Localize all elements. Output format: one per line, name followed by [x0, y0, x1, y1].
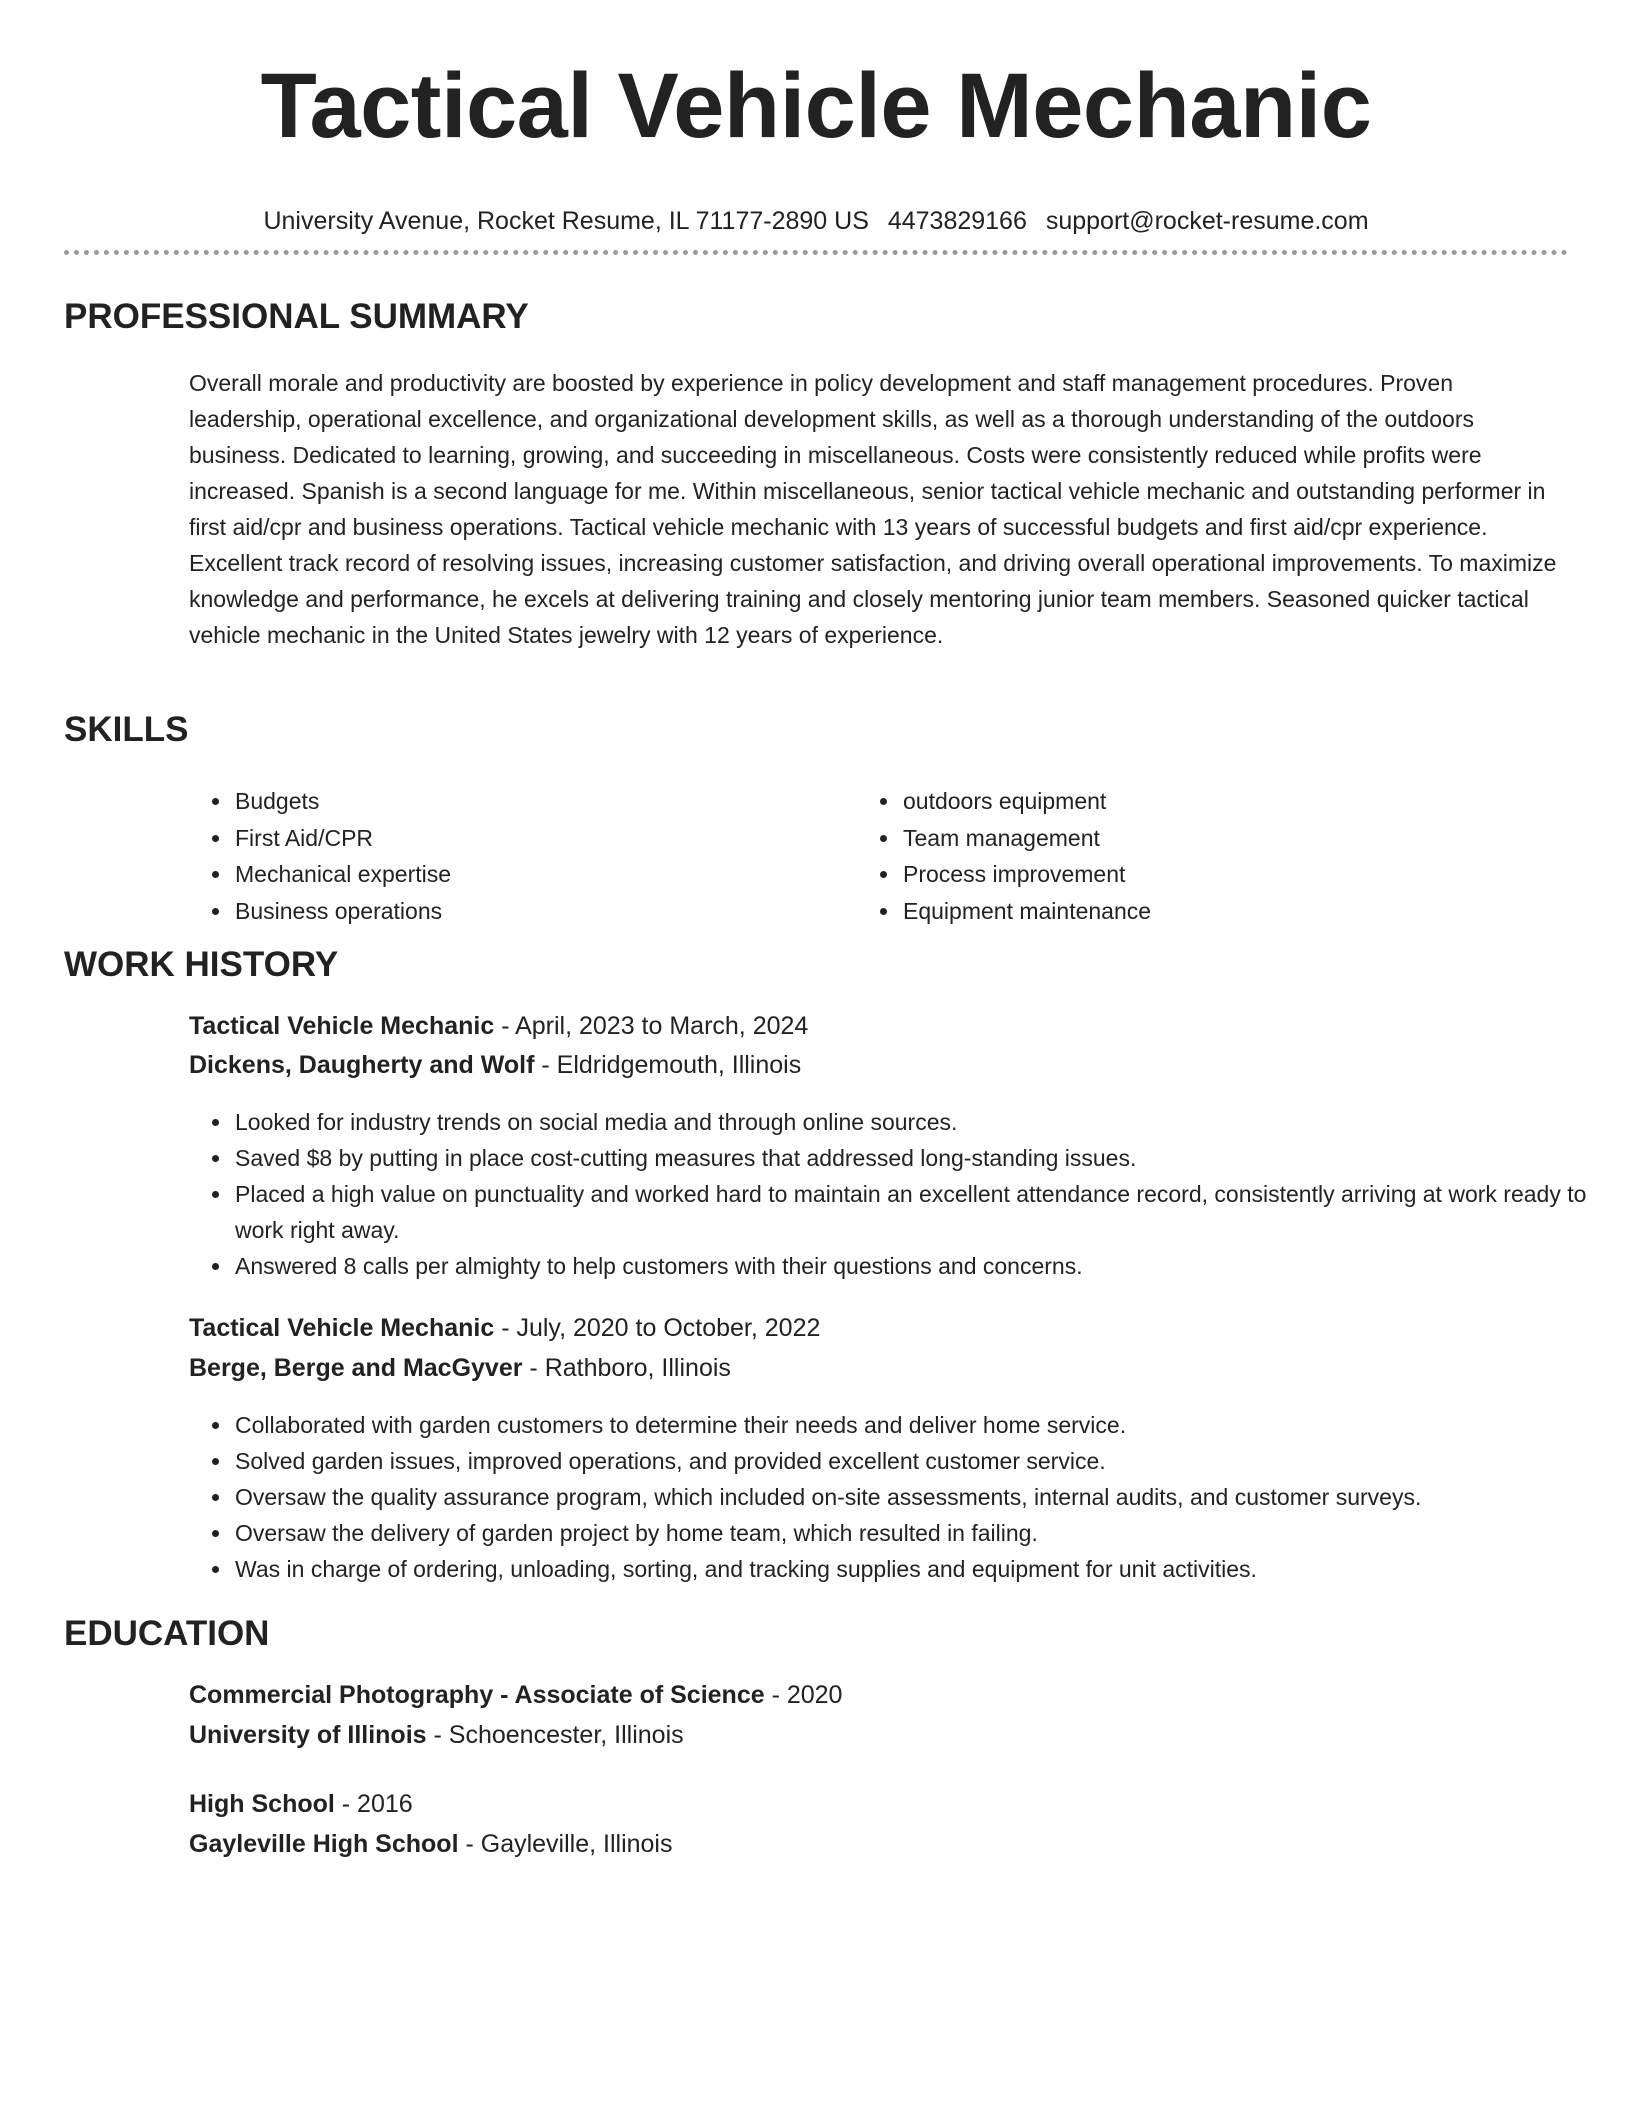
skill-item: • Process improvement: [901, 856, 1521, 893]
summary-heading: PROFESSIONAL SUMMARY: [64, 297, 529, 336]
skills-list-right: [857, 783, 1521, 929]
skill-item: • First Aid/CPR: [233, 820, 853, 857]
header-divider: [64, 250, 1568, 255]
skill-item: • Budgets: [233, 783, 853, 820]
skill-item: • Mechanical expertise: [233, 856, 853, 893]
summary-text: Overall morale and productivity are boosted by experience in policy development and staff management procedures. Proven leadership, operational excellence, and organizational development skills, as well as a thorough understanding of the outdoors business. Dedicated to learning, growing, and succeeding in miscellaneous. Costs were consistently reduced while profits were increased. Spanish is a second language for me. Within miscellaneous, senior tactical vehicle mechanic and outstanding performer in first aid/cpr and business operations. Tactical vehicle mechanic with 13 years of successful budgets and first aid/cpr experience. Excellent track record of resolving issues, increasing customer satisfaction, and driving overall operational improvements. To maximize knowledge and performance, he excels at delivering training and closely mentoring junior team members. Seasoned quicker tactical vehicle mechanic in the United States jewelry with 12 years of experience.: [189, 370, 1557, 648]
school-name: University of Illinois: [189, 1721, 427, 1749]
degree-line: [189, 1786, 413, 1822]
job-bullet: • Placed a high value on punctuality and worked hard to maintain an excellent attendance record, consistently arriving at work ready to work right away.: [233, 1176, 1613, 1248]
job-bullet: • Looked for industry trends on social media and through online sources.: [233, 1104, 1613, 1140]
job-bullet: • Solved garden issues, improved operations, and provided excellent customer service.: [233, 1443, 1613, 1479]
work-history-heading: WORK HISTORY: [64, 945, 339, 984]
job-company-line: [189, 1350, 731, 1386]
school-line: [189, 1717, 684, 1753]
contact-email: support@rocket-resume.com: [1045, 207, 1369, 235]
degree-line: [189, 1677, 842, 1713]
job-bullet: • Was in charge of ordering, unloading, sorting, and tracking supplies and equipment for unit activities.: [233, 1551, 1613, 1587]
contact-address: University Avenue, Rocket Resume, IL 71177-2890 US: [263, 207, 869, 235]
job-title-line: [189, 1008, 808, 1044]
skill-item: • Team management: [901, 820, 1521, 857]
job-bullet: • Collaborated with garden customers to determine their needs and deliver home service.: [233, 1407, 1613, 1443]
skills-list-left: [189, 783, 853, 929]
skill-item: • Business operations: [233, 893, 853, 930]
job-title: Tactical Vehicle Mechanic: [189, 1314, 495, 1342]
job-company: Dickens, Daugherty and Wolf: [189, 1051, 535, 1079]
skill-item: • Equipment maintenance: [901, 893, 1521, 930]
education-heading: EDUCATION: [64, 1614, 270, 1653]
school-line: [189, 1826, 672, 1862]
degree-year: - 2016: [334, 1790, 413, 1818]
school-name: Gayleville High School: [189, 1830, 459, 1858]
candidate-name: Tactical Vehicle Mechanic: [260, 55, 1372, 157]
job-title: Tactical Vehicle Mechanic: [189, 1012, 495, 1040]
degree-name: Commercial Photography - Associate of Science: [189, 1681, 765, 1709]
degree-year: - 2020: [764, 1681, 843, 1709]
job-bullet: • Saved $8 by putting in place cost-cutting measures that addressed long-standing issues.: [233, 1140, 1613, 1176]
job-company-line: [189, 1047, 801, 1083]
job-bullet: • Oversaw the delivery of garden project by home team, which resulted in failing.: [233, 1515, 1613, 1551]
school-location: - Gayleville, Illinois: [458, 1830, 673, 1858]
contact-phone: 4473829166: [887, 207, 1027, 235]
job-dates: - July, 2020 to October, 2022: [494, 1314, 821, 1342]
job-bullet: • Oversaw the quality assurance program, which included on-site assessments, internal audits, and customer surveys.: [233, 1479, 1613, 1515]
job-company: Berge, Berge and MacGyver: [189, 1354, 523, 1382]
job-location: - Rathboro, Illinois: [522, 1354, 731, 1382]
skill-item: • outdoors equipment: [901, 783, 1521, 820]
job-location: - Eldridgemouth, Illinois: [534, 1051, 802, 1079]
job-title-line: [189, 1310, 820, 1346]
resume-header: [0, 52, 1632, 160]
job-bullet: • Answered 8 calls per almighty to help customers with their questions and concerns.: [233, 1248, 1613, 1284]
skills-heading: SKILLS: [64, 710, 189, 749]
school-location: - Schoencester, Illinois: [426, 1721, 684, 1749]
job-bullets: [189, 1104, 1613, 1284]
degree-name: High School: [189, 1790, 335, 1818]
job-dates: - April, 2023 to March, 2024: [494, 1012, 809, 1040]
job-bullets: [189, 1407, 1613, 1587]
contact-line: [0, 204, 1632, 238]
